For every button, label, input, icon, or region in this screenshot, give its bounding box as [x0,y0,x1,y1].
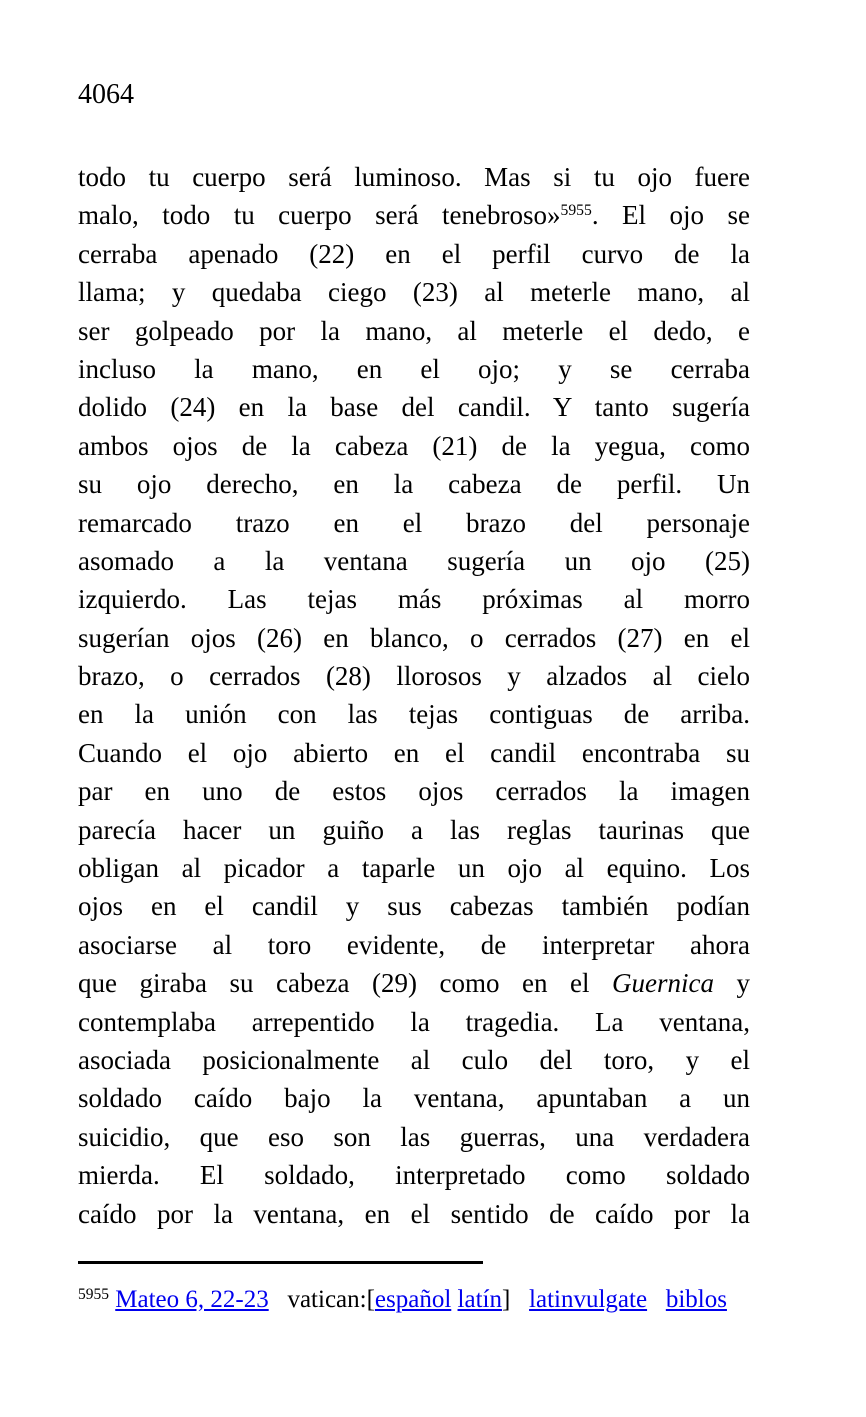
text-segment: malo, todo tu cuerpo será tenebroso» [78,200,561,231]
text-line [78,811,750,849]
text-segment: ] [501,1286,530,1313]
text-line [78,504,750,542]
text-segment: en la unión con las tejas contiguas de arriba. [78,699,750,730]
footnote-link-latin[interactable]: latín [457,1286,502,1313]
footnote-link-espanol[interactable]: español [374,1286,452,1313]
text-segment: izquierdo. Las tejas más próximas al morro [78,584,750,615]
text-line [78,772,750,810]
text-line [78,580,750,618]
text-line [78,158,750,196]
text-segment: Cuando el ojo abierto en el candil encontraba su [78,737,750,768]
text-line [78,619,750,657]
text-segment: suicidio, que eso son las guerras, una verdadera [78,1121,750,1152]
text-line [78,964,750,1002]
text-segment: caído por la ventana, en el sentido de caído por la [78,1198,750,1229]
text-line [78,196,750,234]
text-line [78,235,750,273]
text-segment [647,1286,666,1313]
text-line [78,1195,750,1233]
footnote-link-biblos[interactable]: biblos [665,1286,727,1313]
text-segment: . El ojo se [591,200,750,231]
text-line [78,465,750,503]
text-segment: remarcado trazo en el brazo del personaje [78,507,750,538]
text-line [78,887,750,925]
text-segment: ambos ojos de la cabeza (21) de la yegua, como [78,430,750,461]
text-segment: vatican:[ [268,1286,375,1313]
text-segment: soldado caído bajo la ventana, apuntaban a un [78,1083,750,1114]
text-segment: brazo, o cerrados (28) llorosos y alzados al cielo [78,661,750,692]
text-segment: ser golpeado por la mano, al meterle el dedo, e [78,315,750,346]
text-line [78,312,750,350]
text-line [78,657,750,695]
footnote [78,1283,778,1317]
text-line [78,388,750,426]
footnote-link-latinvulgate[interactable]: latinvulgate [529,1286,648,1313]
text-segment: mierda. El soldado, interpretado como soldado [78,1160,750,1191]
text-line [78,1041,750,1079]
text-segment: cerraba apenado (22) en el perfil curvo de la [78,238,750,269]
body-text [78,158,750,1233]
text-line [78,695,750,733]
text-segment: asociarse al toro evidente, de interpretar ahora [78,929,750,960]
text-segment: par en uno de estos ojos cerrados la imagen [78,776,750,807]
footnote-separator [78,1261,483,1264]
text-segment: que giraba su cabeza (29) como en el [78,968,612,999]
text-segment: asociada posicionalmente al culo del toro, y el [78,1044,750,1075]
text-segment: incluso la mano, en el ojo; y se cerraba [78,353,750,384]
text-segment: asomado a la ventana sugería un ojo (25) [78,545,750,576]
text-segment: y [713,968,751,999]
text-segment: dolido (24) en la base del candil. Y tanto sugería [78,392,750,423]
footnote-ref: 5955 [560,202,592,220]
footnote-link-mateo[interactable]: Mateo 6, 22-23 [115,1286,269,1313]
text-segment: llama; y quedaba ciego (23) al meterle mano, al [78,277,750,308]
text-segment: todo tu cuerpo será luminoso. Mas si tu ojo fuere [78,162,750,192]
text-line [78,350,750,388]
text-line [78,1003,750,1041]
footnote-number: 5955 [78,1286,109,1303]
page-number: 4064 [78,79,134,110]
text-segment: obligan al picador a taparle un ojo al equino. Los [78,853,750,884]
text-segment: contemplaba arrepentido la tragedia. La ventana, [78,1006,750,1037]
text-line [78,273,750,311]
text-segment: parecía hacer un guiño a las reglas taurinas que [78,814,750,845]
text-segment: su ojo derecho, en la cabeza de perfil. Un [78,469,750,500]
text-line [78,1079,750,1117]
text-line [78,926,750,964]
text-segment: ojos en el candil y sus cabezas también podían [78,891,750,922]
text-line [78,542,750,580]
guernica-title: Guernica [612,968,714,999]
text-line [78,427,750,465]
text-line [78,1156,750,1194]
text-segment: sugerían ojos (26) en blanco, o cerrados (27) en el [78,622,750,653]
text-line [78,734,750,772]
text-line [78,849,750,887]
text-line [78,1118,750,1156]
